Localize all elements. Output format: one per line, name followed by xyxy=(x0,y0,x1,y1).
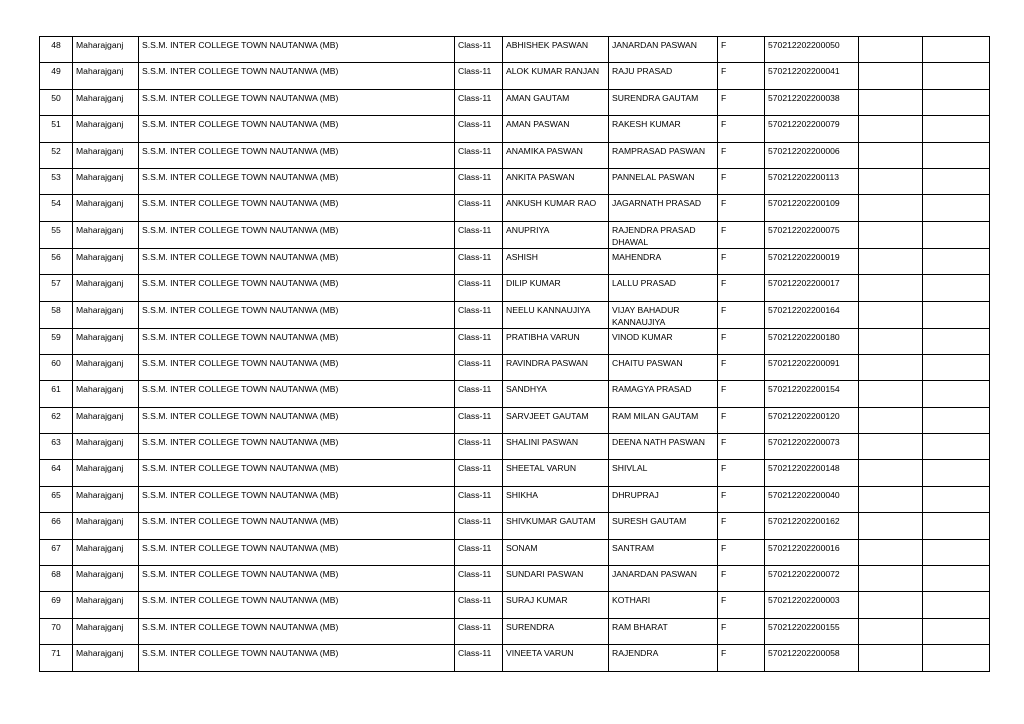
class-cell: Class-11 xyxy=(455,354,503,380)
class-cell: Class-11 xyxy=(455,434,503,460)
table-row xyxy=(40,407,990,433)
blank-cell xyxy=(923,645,990,671)
blank-cell xyxy=(859,381,923,407)
father-name-cell: VIJAY BAHADUR KANNAUJIYA xyxy=(609,301,718,328)
class-cell: Class-11 xyxy=(455,142,503,168)
blank-cell xyxy=(859,486,923,512)
blank-cell xyxy=(923,381,990,407)
student-id-cell: 570212202200120 xyxy=(765,407,859,433)
blank-cell xyxy=(859,407,923,433)
table-row xyxy=(40,142,990,168)
class-cell: Class-11 xyxy=(455,618,503,644)
blank-cell xyxy=(859,354,923,380)
gender-cell: F xyxy=(718,301,765,328)
student-name-cell: AMAN GAUTAM xyxy=(503,89,609,115)
blank-cell xyxy=(923,592,990,618)
class-cell: Class-11 xyxy=(455,539,503,565)
school-name-cell: S.S.M. INTER COLLEGE TOWN NAUTANWA (MB) xyxy=(139,407,455,433)
gender-cell: F xyxy=(718,592,765,618)
blank-cell xyxy=(923,221,990,248)
gender-cell: F xyxy=(718,142,765,168)
father-name-cell: PANNELAL PASWAN xyxy=(609,168,718,194)
student-id-cell: 570212202200180 xyxy=(765,328,859,354)
school-name-cell: S.S.M. INTER COLLEGE TOWN NAUTANWA (MB) xyxy=(139,37,455,63)
student-name-cell: ANKUSH KUMAR RAO xyxy=(503,195,609,221)
serial-number-cell: 60 xyxy=(40,354,73,380)
student-id-cell: 570212202200016 xyxy=(765,539,859,565)
district-cell: Maharajganj xyxy=(73,434,139,460)
blank-cell xyxy=(923,486,990,512)
blank-cell xyxy=(859,328,923,354)
school-name-cell: S.S.M. INTER COLLEGE TOWN NAUTANWA (MB) xyxy=(139,618,455,644)
father-name-cell: RAMPRASAD PASWAN xyxy=(609,142,718,168)
table-row xyxy=(40,618,990,644)
table-row xyxy=(40,592,990,618)
student-name-cell: SHEETAL VARUN xyxy=(503,460,609,486)
class-cell: Class-11 xyxy=(455,221,503,248)
blank-cell xyxy=(923,168,990,194)
table-row xyxy=(40,486,990,512)
gender-cell: F xyxy=(718,381,765,407)
district-cell: Maharajganj xyxy=(73,195,139,221)
district-cell: Maharajganj xyxy=(73,116,139,142)
table-row xyxy=(40,37,990,63)
gender-cell: F xyxy=(718,460,765,486)
gender-cell: F xyxy=(718,486,765,512)
serial-number-cell: 58 xyxy=(40,301,73,328)
father-name-cell: SHIVLAL xyxy=(609,460,718,486)
serial-number-cell: 61 xyxy=(40,381,73,407)
district-cell: Maharajganj xyxy=(73,645,139,671)
blank-cell xyxy=(923,142,990,168)
school-name-cell: S.S.M. INTER COLLEGE TOWN NAUTANWA (MB) xyxy=(139,513,455,539)
blank-cell xyxy=(923,434,990,460)
table-row xyxy=(40,89,990,115)
class-cell: Class-11 xyxy=(455,116,503,142)
school-name-cell: S.S.M. INTER COLLEGE TOWN NAUTANWA (MB) xyxy=(139,63,455,89)
class-cell: Class-11 xyxy=(455,168,503,194)
blank-cell xyxy=(923,63,990,89)
student-name-cell: NEELU KANNAUJIYA xyxy=(503,301,609,328)
table-row xyxy=(40,63,990,89)
blank-cell xyxy=(859,513,923,539)
father-name-cell: JAGARNATH PRASAD xyxy=(609,195,718,221)
district-cell: Maharajganj xyxy=(73,301,139,328)
district-cell: Maharajganj xyxy=(73,354,139,380)
father-name-cell: JANARDAN PASWAN xyxy=(609,37,718,63)
table-row xyxy=(40,354,990,380)
gender-cell: F xyxy=(718,354,765,380)
student-name-cell: AMAN PASWAN xyxy=(503,116,609,142)
gender-cell: F xyxy=(718,116,765,142)
serial-number-cell: 54 xyxy=(40,195,73,221)
district-cell: Maharajganj xyxy=(73,592,139,618)
blank-cell xyxy=(859,89,923,115)
table-row xyxy=(40,328,990,354)
student-name-cell: ANUPRIYA xyxy=(503,221,609,248)
student-id-cell: 570212202200113 xyxy=(765,168,859,194)
school-name-cell: S.S.M. INTER COLLEGE TOWN NAUTANWA (MB) xyxy=(139,434,455,460)
father-name-cell: MAHENDRA xyxy=(609,248,718,274)
student-id-cell: 570212202200072 xyxy=(765,566,859,592)
table-row xyxy=(40,301,990,328)
gender-cell: F xyxy=(718,275,765,301)
serial-number-cell: 53 xyxy=(40,168,73,194)
gender-cell: F xyxy=(718,221,765,248)
class-cell: Class-11 xyxy=(455,407,503,433)
father-name-cell: JANARDAN PASWAN xyxy=(609,566,718,592)
father-name-cell: CHAITU PASWAN xyxy=(609,354,718,380)
father-name-cell: RAMAGYA PRASAD xyxy=(609,381,718,407)
district-cell: Maharajganj xyxy=(73,381,139,407)
student-id-cell: 570212202200019 xyxy=(765,248,859,274)
district-cell: Maharajganj xyxy=(73,407,139,433)
school-name-cell: S.S.M. INTER COLLEGE TOWN NAUTANWA (MB) xyxy=(139,539,455,565)
gender-cell: F xyxy=(718,328,765,354)
father-name-cell: RAM BHARAT xyxy=(609,618,718,644)
school-name-cell: S.S.M. INTER COLLEGE TOWN NAUTANWA (MB) xyxy=(139,486,455,512)
student-id-cell: 570212202200091 xyxy=(765,354,859,380)
serial-number-cell: 59 xyxy=(40,328,73,354)
table-row xyxy=(40,460,990,486)
student-name-cell: SUNDARI PASWAN xyxy=(503,566,609,592)
class-cell: Class-11 xyxy=(455,381,503,407)
student-name-cell: VINEETA VARUN xyxy=(503,645,609,671)
student-name-cell: SURENDRA xyxy=(503,618,609,644)
student-name-cell: SANDHYA xyxy=(503,381,609,407)
father-name-cell: VINOD KUMAR xyxy=(609,328,718,354)
serial-number-cell: 51 xyxy=(40,116,73,142)
district-cell: Maharajganj xyxy=(73,539,139,565)
blank-cell xyxy=(923,116,990,142)
class-cell: Class-11 xyxy=(455,248,503,274)
school-name-cell: S.S.M. INTER COLLEGE TOWN NAUTANWA (MB) xyxy=(139,195,455,221)
student-id-cell: 570212202200164 xyxy=(765,301,859,328)
father-name-cell: DHRUPRAJ xyxy=(609,486,718,512)
father-name-cell: RAJENDRA PRASAD DHAWAL xyxy=(609,221,718,248)
table-body xyxy=(40,37,990,672)
district-cell: Maharajganj xyxy=(73,221,139,248)
class-cell: Class-11 xyxy=(455,566,503,592)
gender-cell: F xyxy=(718,37,765,63)
father-name-cell: LALLU PRASAD xyxy=(609,275,718,301)
student-id-cell: 570212202200003 xyxy=(765,592,859,618)
class-cell: Class-11 xyxy=(455,328,503,354)
gender-cell: F xyxy=(718,618,765,644)
district-cell: Maharajganj xyxy=(73,37,139,63)
blank-cell xyxy=(859,539,923,565)
table-row xyxy=(40,168,990,194)
serial-number-cell: 55 xyxy=(40,221,73,248)
serial-number-cell: 70 xyxy=(40,618,73,644)
blank-cell xyxy=(859,645,923,671)
gender-cell: F xyxy=(718,513,765,539)
blank-cell xyxy=(859,434,923,460)
school-name-cell: S.S.M. INTER COLLEGE TOWN NAUTANWA (MB) xyxy=(139,460,455,486)
blank-cell xyxy=(859,168,923,194)
gender-cell: F xyxy=(718,89,765,115)
table-row xyxy=(40,513,990,539)
student-id-cell: 570212202200058 xyxy=(765,645,859,671)
serial-number-cell: 66 xyxy=(40,513,73,539)
class-cell: Class-11 xyxy=(455,513,503,539)
blank-cell xyxy=(923,195,990,221)
student-id-cell: 570212202200050 xyxy=(765,37,859,63)
serial-number-cell: 63 xyxy=(40,434,73,460)
class-cell: Class-11 xyxy=(455,37,503,63)
student-id-cell: 570212202200109 xyxy=(765,195,859,221)
father-name-cell: RAKESH KUMAR xyxy=(609,116,718,142)
serial-number-cell: 69 xyxy=(40,592,73,618)
father-name-cell: KOTHARI xyxy=(609,592,718,618)
school-name-cell: S.S.M. INTER COLLEGE TOWN NAUTANWA (MB) xyxy=(139,221,455,248)
blank-cell xyxy=(859,566,923,592)
blank-cell xyxy=(923,407,990,433)
serial-number-cell: 49 xyxy=(40,63,73,89)
student-id-cell: 570212202200073 xyxy=(765,434,859,460)
class-cell: Class-11 xyxy=(455,486,503,512)
student-id-cell: 570212202200038 xyxy=(765,89,859,115)
district-cell: Maharajganj xyxy=(73,89,139,115)
school-name-cell: S.S.M. INTER COLLEGE TOWN NAUTANWA (MB) xyxy=(139,116,455,142)
class-cell: Class-11 xyxy=(455,592,503,618)
class-cell: Class-11 xyxy=(455,460,503,486)
serial-number-cell: 67 xyxy=(40,539,73,565)
gender-cell: F xyxy=(718,248,765,274)
school-name-cell: S.S.M. INTER COLLEGE TOWN NAUTANWA (MB) xyxy=(139,592,455,618)
student-id-cell: 570212202200075 xyxy=(765,221,859,248)
blank-cell xyxy=(859,63,923,89)
serial-number-cell: 52 xyxy=(40,142,73,168)
table-row xyxy=(40,645,990,671)
blank-cell xyxy=(923,618,990,644)
gender-cell: F xyxy=(718,645,765,671)
district-cell: Maharajganj xyxy=(73,168,139,194)
class-cell: Class-11 xyxy=(455,89,503,115)
student-name-cell: PRATIBHA VARUN xyxy=(503,328,609,354)
gender-cell: F xyxy=(718,195,765,221)
student-id-cell: 570212202200041 xyxy=(765,63,859,89)
table-row xyxy=(40,539,990,565)
blank-cell xyxy=(923,539,990,565)
blank-cell xyxy=(923,89,990,115)
district-cell: Maharajganj xyxy=(73,275,139,301)
blank-cell xyxy=(923,460,990,486)
gender-cell: F xyxy=(718,63,765,89)
father-name-cell: RAM MILAN GAUTAM xyxy=(609,407,718,433)
table-row xyxy=(40,434,990,460)
blank-cell xyxy=(859,142,923,168)
student-id-cell: 570212202200148 xyxy=(765,460,859,486)
blank-cell xyxy=(923,248,990,274)
blank-cell xyxy=(859,592,923,618)
district-cell: Maharajganj xyxy=(73,460,139,486)
father-name-cell: SURESH GAUTAM xyxy=(609,513,718,539)
blank-cell xyxy=(923,37,990,63)
student-id-cell: 570212202200006 xyxy=(765,142,859,168)
blank-cell xyxy=(859,221,923,248)
student-list-table xyxy=(39,36,990,672)
blank-cell xyxy=(859,248,923,274)
gender-cell: F xyxy=(718,566,765,592)
school-name-cell: S.S.M. INTER COLLEGE TOWN NAUTANWA (MB) xyxy=(139,354,455,380)
serial-number-cell: 48 xyxy=(40,37,73,63)
serial-number-cell: 71 xyxy=(40,645,73,671)
district-cell: Maharajganj xyxy=(73,328,139,354)
student-name-cell: ASHISH xyxy=(503,248,609,274)
father-name-cell: DEENA NATH PASWAN xyxy=(609,434,718,460)
district-cell: Maharajganj xyxy=(73,142,139,168)
blank-cell xyxy=(923,354,990,380)
father-name-cell: SURENDRA GAUTAM xyxy=(609,89,718,115)
school-name-cell: S.S.M. INTER COLLEGE TOWN NAUTANWA (MB) xyxy=(139,89,455,115)
student-id-cell: 570212202200154 xyxy=(765,381,859,407)
school-name-cell: S.S.M. INTER COLLEGE TOWN NAUTANWA (MB) xyxy=(139,168,455,194)
serial-number-cell: 62 xyxy=(40,407,73,433)
class-cell: Class-11 xyxy=(455,275,503,301)
student-name-cell: SHIKHA xyxy=(503,486,609,512)
student-name-cell: SHIVKUMAR GAUTAM xyxy=(503,513,609,539)
gender-cell: F xyxy=(718,168,765,194)
school-name-cell: S.S.M. INTER COLLEGE TOWN NAUTANWA (MB) xyxy=(139,566,455,592)
class-cell: Class-11 xyxy=(455,63,503,89)
blank-cell xyxy=(859,116,923,142)
gender-cell: F xyxy=(718,539,765,565)
district-cell: Maharajganj xyxy=(73,63,139,89)
district-cell: Maharajganj xyxy=(73,486,139,512)
father-name-cell: SANTRAM xyxy=(609,539,718,565)
blank-cell xyxy=(859,275,923,301)
serial-number-cell: 56 xyxy=(40,248,73,274)
class-cell: Class-11 xyxy=(455,645,503,671)
table-row xyxy=(40,221,990,248)
serial-number-cell: 65 xyxy=(40,486,73,512)
school-name-cell: S.S.M. INTER COLLEGE TOWN NAUTANWA (MB) xyxy=(139,328,455,354)
student-id-cell: 570212202200040 xyxy=(765,486,859,512)
student-name-cell: SONAM xyxy=(503,539,609,565)
school-name-cell: S.S.M. INTER COLLEGE TOWN NAUTANWA (MB) xyxy=(139,381,455,407)
serial-number-cell: 68 xyxy=(40,566,73,592)
student-name-cell: ALOK KUMAR RANJAN xyxy=(503,63,609,89)
father-name-cell: RAJENDRA xyxy=(609,645,718,671)
student-name-cell: SHALINI PASWAN xyxy=(503,434,609,460)
student-id-cell: 570212202200017 xyxy=(765,275,859,301)
table-row xyxy=(40,275,990,301)
student-name-cell: SARVJEET GAUTAM xyxy=(503,407,609,433)
school-name-cell: S.S.M. INTER COLLEGE TOWN NAUTANWA (MB) xyxy=(139,645,455,671)
district-cell: Maharajganj xyxy=(73,566,139,592)
student-name-cell: RAVINDRA PASWAN xyxy=(503,354,609,380)
table-row xyxy=(40,116,990,142)
district-cell: Maharajganj xyxy=(73,618,139,644)
blank-cell xyxy=(923,328,990,354)
student-name-cell: DILIP KUMAR xyxy=(503,275,609,301)
blank-cell xyxy=(923,301,990,328)
serial-number-cell: 50 xyxy=(40,89,73,115)
blank-cell xyxy=(923,566,990,592)
blank-cell xyxy=(859,618,923,644)
school-name-cell: S.S.M. INTER COLLEGE TOWN NAUTANWA (MB) xyxy=(139,142,455,168)
blank-cell xyxy=(923,513,990,539)
blank-cell xyxy=(859,195,923,221)
blank-cell xyxy=(923,275,990,301)
class-cell: Class-11 xyxy=(455,301,503,328)
blank-cell xyxy=(859,37,923,63)
student-id-cell: 570212202200079 xyxy=(765,116,859,142)
student-name-cell: ANAMIKA PASWAN xyxy=(503,142,609,168)
table-row xyxy=(40,248,990,274)
blank-cell xyxy=(859,301,923,328)
table-row xyxy=(40,566,990,592)
school-name-cell: S.S.M. INTER COLLEGE TOWN NAUTANWA (MB) xyxy=(139,275,455,301)
student-id-cell: 570212202200162 xyxy=(765,513,859,539)
gender-cell: F xyxy=(718,407,765,433)
serial-number-cell: 64 xyxy=(40,460,73,486)
serial-number-cell: 57 xyxy=(40,275,73,301)
table-row xyxy=(40,195,990,221)
student-name-cell: ABHISHEK PASWAN xyxy=(503,37,609,63)
school-name-cell: S.S.M. INTER COLLEGE TOWN NAUTANWA (MB) xyxy=(139,301,455,328)
table-row xyxy=(40,381,990,407)
district-cell: Maharajganj xyxy=(73,513,139,539)
blank-cell xyxy=(859,460,923,486)
father-name-cell: RAJU PRASAD xyxy=(609,63,718,89)
student-name-cell: ANKITA PASWAN xyxy=(503,168,609,194)
school-name-cell: S.S.M. INTER COLLEGE TOWN NAUTANWA (MB) xyxy=(139,248,455,274)
student-id-cell: 570212202200155 xyxy=(765,618,859,644)
student-name-cell: SURAJ KUMAR xyxy=(503,592,609,618)
district-cell: Maharajganj xyxy=(73,248,139,274)
class-cell: Class-11 xyxy=(455,195,503,221)
gender-cell: F xyxy=(718,434,765,460)
